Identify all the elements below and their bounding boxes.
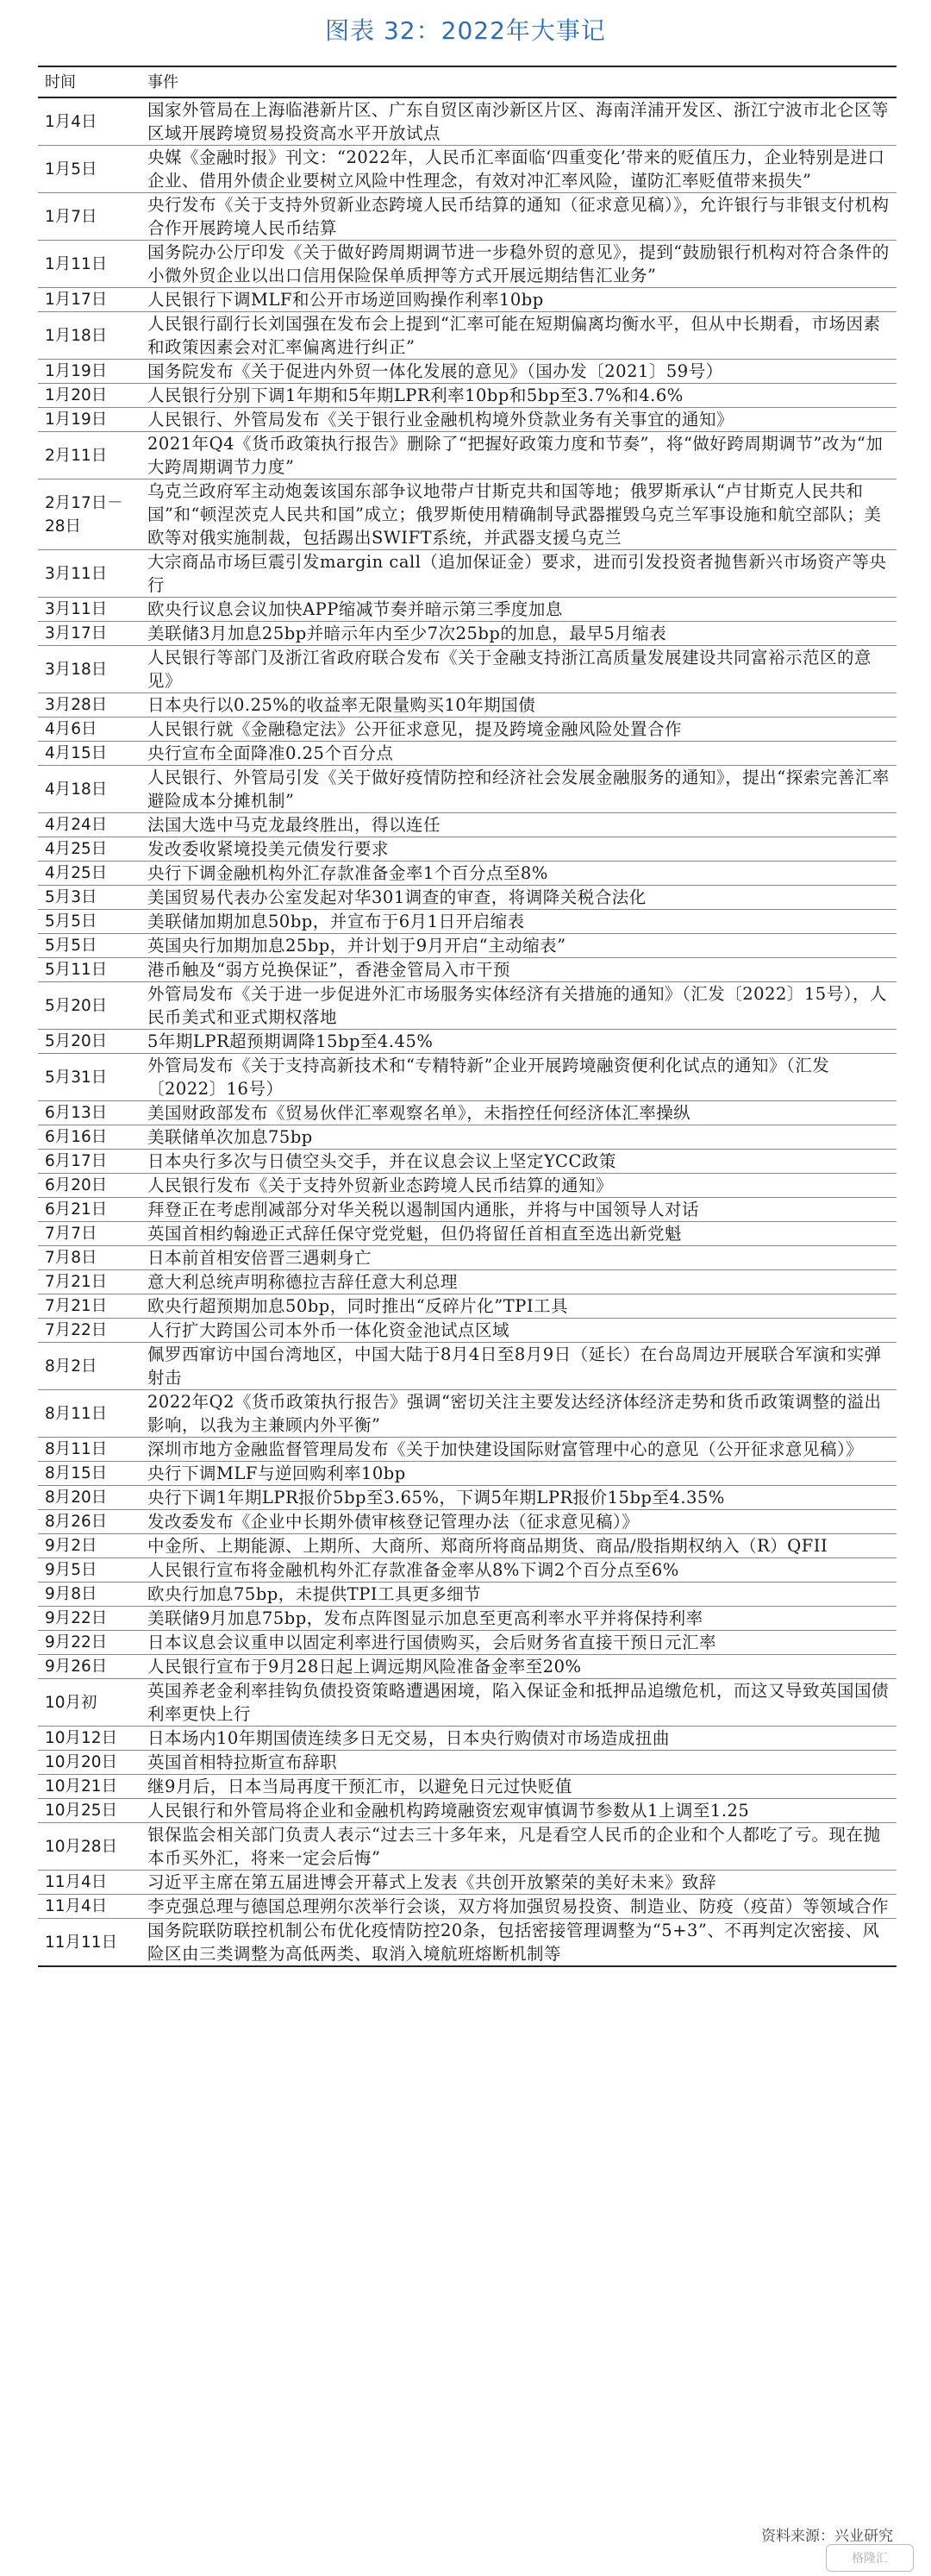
event-description: 人民银行下调MLF和公开市场逆回购操作利率10bp xyxy=(147,290,544,310)
table-row xyxy=(38,1222,897,1246)
event-date: 10月20日 xyxy=(45,1753,118,1771)
table-row xyxy=(38,1101,897,1125)
event-description: 5年期LPR超预期调降15bp至4.45% xyxy=(147,1031,434,1051)
table-row xyxy=(38,1655,897,1679)
event-date: 5月3日 xyxy=(45,888,97,906)
event-description: 人民银行和外管局将企业和金融机构跨境融资宏观审慎调节参数从1上调至1.25 xyxy=(147,1801,750,1821)
event-description: 人民银行发布《关于支持外贸新业态跨境人民币结算的通知》 xyxy=(147,1175,614,1195)
event-description: 国家外管局在上海临港新片区、广东自贸区南沙新区片区、海南洋浦开发区、浙江宁波市北仑区等区域开展跨境贸易投资高水平开放试点 xyxy=(147,100,890,143)
table-row xyxy=(38,1751,897,1775)
table-row xyxy=(38,432,897,479)
table-row xyxy=(38,550,897,598)
event-date: 3月17日 xyxy=(45,624,108,642)
table-row xyxy=(38,1125,897,1150)
event-date: 10月25日 xyxy=(45,1802,118,1820)
event-date: 4月25日 xyxy=(45,864,108,882)
table-row xyxy=(38,1558,897,1583)
event-description: 英国首相约翰逊正式辞任保守党党魁，但仍将留任首相直至选出新党魁 xyxy=(147,1224,683,1244)
table-header-row xyxy=(38,66,897,97)
table-row xyxy=(38,193,897,241)
header-event: 事件 xyxy=(147,72,178,91)
event-date: 1月18日 xyxy=(45,326,108,345)
event-description: 佩罗西窜访中国台湾地区，中国大陆于8月4日至8月9日（延长）在台岛周边开展联合军演和实弹射击 xyxy=(147,1344,882,1388)
event-description: 美联储9月加息75bp，发布点阵图显示加息至更高利率水平并将保持利率 xyxy=(147,1608,703,1628)
event-date: 5月11日 xyxy=(45,961,108,979)
event-date: 6月13日 xyxy=(45,1104,108,1122)
event-date: 9月26日 xyxy=(45,1658,108,1676)
table-row xyxy=(38,1198,897,1222)
event-description: 法国大选中马克龙最终胜出，得以连任 xyxy=(147,815,441,835)
event-date: 1月7日 xyxy=(45,207,97,226)
event-date: 10月12日 xyxy=(45,1729,118,1747)
table-row xyxy=(38,742,897,766)
event-description: 2022年Q2《货币政策执行报告》强调“密切关注主要发达经济体经济走势和货币政策调整的溢出影响，以我为主兼顾内外平衡” xyxy=(147,1392,882,1435)
table-row xyxy=(38,1775,897,1799)
table-row xyxy=(38,910,897,934)
event-description: 日本场内10年期国债连续多日无交易，日本央行购债对市场造成扭曲 xyxy=(147,1728,670,1748)
event-description: 日本议息会议重申以固定利率进行国债购买，会后财务省直接干预日元汇率 xyxy=(147,1633,717,1652)
event-description: 日本央行多次与日债空头交手，并在议息会议上坚定YCC政策 xyxy=(147,1151,616,1171)
event-description: 日本前首相安倍晋三遇刺身亡 xyxy=(147,1248,372,1268)
event-description: 人民银行副行长刘国强在发布会上提到“汇率可能在短期偏离均衡水平，但从中长期看，市场因素和政策因素会对汇率偏离进行纠正” xyxy=(147,314,881,357)
table-row xyxy=(38,1270,897,1294)
table-row xyxy=(38,1343,897,1390)
table-row xyxy=(38,718,897,742)
event-description: 人民银行宣布将金融机构外汇存款准备金率从8%下调2个百分点至6% xyxy=(147,1560,679,1580)
event-description: 人民银行等部门及浙江省政府联合发布《关于金融支持浙江高质量发展建设共同富裕示范区的意见》 xyxy=(147,648,872,691)
event-date: 9月2日 xyxy=(45,1537,97,1555)
table-row xyxy=(38,934,897,958)
header-date: 时间 xyxy=(45,72,76,91)
event-description: 大宗商品市场巨震引发margin call（追加保证金）要求，进而引发投资者抛售新兴市场资产等央行 xyxy=(147,552,887,595)
event-description: 人民银行宣布于9月28日起上调远期风险准备金率至20% xyxy=(147,1657,582,1677)
event-description: 欧央行超预期加息50bp，同时推出“反碎片化”TPI工具 xyxy=(147,1296,569,1316)
event-date: 4月25日 xyxy=(45,840,108,858)
event-description: 发改委收紧境投美元债发行要求 xyxy=(147,839,390,859)
event-description: 发改委发布《企业中长期外债审核登记管理办法（征求意见稿）》 xyxy=(147,1512,640,1532)
table-row xyxy=(38,1534,897,1558)
event-date: 1月5日 xyxy=(45,160,97,179)
table-row xyxy=(38,1510,897,1534)
event-date: 6月20日 xyxy=(45,1176,108,1194)
table-row xyxy=(38,97,897,146)
event-date: 1月4日 xyxy=(45,112,97,131)
event-date: 2月17日－28日 xyxy=(45,493,123,536)
event-date: 10月28日 xyxy=(45,1837,118,1856)
event-description: 人行扩大跨国公司本外币一体化资金池试点区域 xyxy=(147,1320,510,1340)
event-description: 英国养老金利率挂钩负债投资策略遭遇困境，陷入保证金和抵押品追缴危机，而这又导致英国国债利率更快上行 xyxy=(147,1681,890,1724)
event-description: 国务院联防联控机制公布优化疫情防控20条，包括密接管理调整为“5+3”、不再判定次密接、风险区由三类调整为高低两类、取消入境航班熔断机制等 xyxy=(147,1921,880,1964)
event-date: 9月22日 xyxy=(45,1633,108,1652)
table-row xyxy=(38,146,897,193)
event-date: 8月2日 xyxy=(45,1357,97,1376)
table-row xyxy=(38,862,897,886)
table-row xyxy=(38,1679,897,1727)
event-description: 人民银行、外管局引发《关于做好疫情防控和经济社会发展金融服务的通知》，提出“探索完善汇率避险成本分摊机制” xyxy=(147,768,890,811)
event-date: 1月19日 xyxy=(45,411,108,429)
table-row xyxy=(38,693,897,718)
event-description: 日本央行以0.25%的收益率无限量购买10年期国债 xyxy=(147,695,536,715)
event-date: 5月5日 xyxy=(45,937,97,955)
event-description: 国务院发布《关于促进内外贸一体化发展的意见》（国办发〔2021〕59号） xyxy=(147,361,723,381)
event-date: 5月20日 xyxy=(45,1032,108,1050)
event-date: 8月11日 xyxy=(45,1404,108,1423)
event-description: 美联储3月加息25bp并暗示年内至少7次25bp的加息，最早5月缩表 xyxy=(147,624,667,643)
event-description: 国务院办公厅印发《关于做好跨周期调节进一步稳外贸的意见》，提到“鼓励银行机构对符合条件的小微外贸企业以出口信用保险保单质押等方式开展远期结售汇业务” xyxy=(147,242,890,285)
event-date: 6月21日 xyxy=(45,1200,108,1219)
table-row xyxy=(38,1727,897,1751)
event-date: 8月20日 xyxy=(45,1489,108,1507)
table-row xyxy=(38,1319,897,1343)
table-row xyxy=(38,598,897,622)
event-description: 人民银行分别下调1年期和5年期LPR利率10bp和5bp至3.7%和4.6% xyxy=(147,385,684,405)
event-date: 10月初 xyxy=(45,1693,97,1712)
event-description: 央媒《金融时报》刊文：“2022年，人民币汇率面临‘四重变化’带来的贬值压力，企业特别是进口企业、借用外债企业要树立风险中性理念，有效对冲汇率风险，谨防汇率贬值带来损失” xyxy=(147,147,885,191)
table-row xyxy=(38,1390,897,1438)
event-description: 继9月后，日本当局再度干预汇市，以避免日元过快贬值 xyxy=(147,1777,572,1796)
event-date: 11月4日 xyxy=(45,1897,108,1915)
table-row xyxy=(38,1607,897,1631)
event-date: 3月28日 xyxy=(45,696,108,714)
table-row xyxy=(38,1895,897,1919)
event-description: 欧央行加息75bp，未提供TPI工具更多细节 xyxy=(147,1584,482,1604)
event-description: 美联储加期加息50bp，并宣布于6月1日开启缩表 xyxy=(147,912,525,931)
event-description: 美国贸易代表办公室发起对华301调查的审查，将调降关税合法化 xyxy=(147,887,647,907)
event-description: 港币触及“弱方兑换保证”，香港金管局入市干预 xyxy=(147,960,510,980)
event-date: 6月17日 xyxy=(45,1152,108,1170)
event-description: 美联储单次加息75bp xyxy=(147,1127,313,1147)
event-date: 5月5日 xyxy=(45,912,97,931)
event-date: 4月18日 xyxy=(45,780,108,799)
event-date: 7月21日 xyxy=(45,1297,108,1315)
event-date: 3月11日 xyxy=(45,600,108,618)
event-description: 外管局发布《关于进一步促进外汇市场服务实体经济有关措施的通知》（汇发〔2022〕15号），人民币美式和亚式期权落地 xyxy=(147,984,887,1027)
event-description: 拜登正在考虑削减部分对华关税以遏制国内通胀，并将与中国领导人对话 xyxy=(147,1200,700,1219)
events-table-container xyxy=(38,66,897,1967)
event-date: 1月17日 xyxy=(45,291,108,309)
table-row xyxy=(38,1799,897,1823)
table-row xyxy=(38,837,897,862)
table-row xyxy=(38,646,897,693)
table-row xyxy=(38,408,897,432)
event-date: 5月31日 xyxy=(45,1068,108,1087)
event-description: 银保监会相关部门负责人表示“过去三十多年来，凡是看空人民币的企业和个人都吃了亏。现在抛本币买外汇，将来一定会后悔” xyxy=(147,1825,881,1868)
table-row xyxy=(38,1150,897,1174)
source-note: 资料来源：兴业研究 xyxy=(761,2528,893,2545)
event-description: 李克强总理与德国总理朔尔茨举行会谈，双方将加强贸易投资、制造业、防疫（疫苗）等领域合作 xyxy=(147,1896,890,1916)
table-row xyxy=(38,1246,897,1270)
event-description: 欧央行议息会议加快APP缩减节奏并暗示第三季度加息 xyxy=(147,599,563,619)
event-description: 中金所、上期能源、上期所、大商所、郑商所将商品期货、商品/股指期权纳入（R）QFII xyxy=(147,1536,828,1556)
event-date: 11月4日 xyxy=(45,1873,108,1891)
table-row xyxy=(38,288,897,312)
table-row xyxy=(38,1919,897,1967)
event-date: 5月20日 xyxy=(45,996,108,1015)
event-description: 2021年Q4《货币政策执行报告》删除了“把握好政策力度和节奏”，将“做好跨周期调节”改为“加大跨周期调节力度” xyxy=(147,434,884,477)
table-row xyxy=(38,766,897,813)
event-date: 2月11日 xyxy=(45,446,108,465)
page-title: 图表 32：2022年大事记 xyxy=(325,16,606,45)
event-description: 习近平主席在第五届进博会开幕式上发表《共创开放繁荣的美好未来》致辞 xyxy=(147,1872,717,1892)
table-row xyxy=(38,312,897,360)
table-row xyxy=(38,982,897,1030)
event-description: 央行下调金融机构外汇存款准备金率1个百分点至8% xyxy=(147,863,548,883)
watermark-logo: 格隆汇 xyxy=(826,2544,914,2572)
event-date: 11月11日 xyxy=(45,1933,118,1952)
event-date: 7月22日 xyxy=(45,1321,108,1339)
events-table xyxy=(38,66,897,1967)
table-row xyxy=(38,1871,897,1895)
table-row xyxy=(38,1438,897,1462)
event-date: 8月11日 xyxy=(45,1440,108,1458)
event-date: 3月18日 xyxy=(45,660,108,679)
event-description: 意大利总统声明称德拉吉辞任意大利总理 xyxy=(147,1272,459,1292)
event-date: 7月8日 xyxy=(45,1249,97,1267)
event-date: 1月11日 xyxy=(45,254,108,273)
event-date: 1月20日 xyxy=(45,386,108,404)
event-description: 人民银行就《金融稳定法》公开征求意见，提及跨境金融风险处置合作 xyxy=(147,719,683,739)
table-row xyxy=(38,360,897,384)
event-date: 10月21日 xyxy=(45,1777,118,1796)
table-row xyxy=(38,479,897,550)
event-date: 7月21日 xyxy=(45,1273,108,1291)
table-row xyxy=(38,1583,897,1607)
table-row xyxy=(38,958,897,982)
table-row xyxy=(38,1174,897,1198)
event-date: 4月6日 xyxy=(45,720,97,738)
event-description: 英国首相特拉斯宣布辞职 xyxy=(147,1752,338,1772)
table-row xyxy=(38,813,897,837)
table-row xyxy=(38,1486,897,1510)
event-date: 8月15日 xyxy=(45,1464,108,1482)
event-date: 3月11日 xyxy=(45,564,108,583)
event-description: 深圳市地方金融监督管理局发布《关于加快建设国际财富管理中心的意见（公开征求意见稿）》 xyxy=(147,1439,864,1459)
event-date: 7月7日 xyxy=(45,1225,97,1243)
event-description: 人民银行、外管局发布《关于银行业金融机构境外贷款业务有关事宜的通知》 xyxy=(147,410,734,429)
table-row xyxy=(38,1030,897,1054)
event-date: 9月8日 xyxy=(45,1585,97,1603)
event-description: 央行下调1年期LPR报价5bp至3.65%，下调5年期LPR报价15bp至4.35% xyxy=(147,1488,725,1507)
table-row xyxy=(38,1462,897,1486)
event-description: 央行宣布全面降准0.25个百分点 xyxy=(147,743,394,763)
event-date: 8月26日 xyxy=(45,1513,108,1531)
event-description: 美国财政部发布《贸易伙伴汇率观察名单》，未指控任何经济体汇率操纵 xyxy=(147,1103,691,1123)
event-date: 9月22日 xyxy=(45,1609,108,1627)
table-row xyxy=(38,241,897,288)
event-description: 央行下调MLF与逆回购利率10bp xyxy=(147,1463,406,1483)
table-row xyxy=(38,1631,897,1655)
table-row xyxy=(38,1823,897,1871)
table-row xyxy=(38,886,897,910)
event-date: 9月5日 xyxy=(45,1561,97,1579)
event-description: 央行发布《关于支持外贸新业态跨境人民币结算的通知（征求意见稿）》，允许银行与非银支付机构合作开展跨境人民币结算 xyxy=(147,195,890,238)
event-description: 外管局发布《关于支持高新技术和“专精特新”企业开展跨境融资便利化试点的通知》（汇发〔2022〕16号） xyxy=(147,1056,830,1099)
table-row xyxy=(38,1054,897,1101)
table-row xyxy=(38,384,897,408)
event-date: 4月24日 xyxy=(45,816,108,834)
event-description: 乌克兰政府军主动炮轰该国东部争议地带卢甘斯克共和国等地；俄罗斯承认“卢甘斯克人民共和国”和“顿涅茨克人民共和国”成立；俄罗斯使用精确制导武器摧毁乌克兰军事设施和航空部队；美欧等对俄实施制裁，包括踢出SWIFT系统，并武器支援乌克兰 xyxy=(147,481,882,548)
event-date: 1月19日 xyxy=(45,362,108,380)
table-row xyxy=(38,1294,897,1319)
event-description: 英国央行加期加息25bp，并计划于9月开启“主动缩表” xyxy=(147,936,566,956)
event-date: 4月15日 xyxy=(45,744,108,762)
event-date: 6月16日 xyxy=(45,1128,108,1146)
table-row xyxy=(38,622,897,646)
